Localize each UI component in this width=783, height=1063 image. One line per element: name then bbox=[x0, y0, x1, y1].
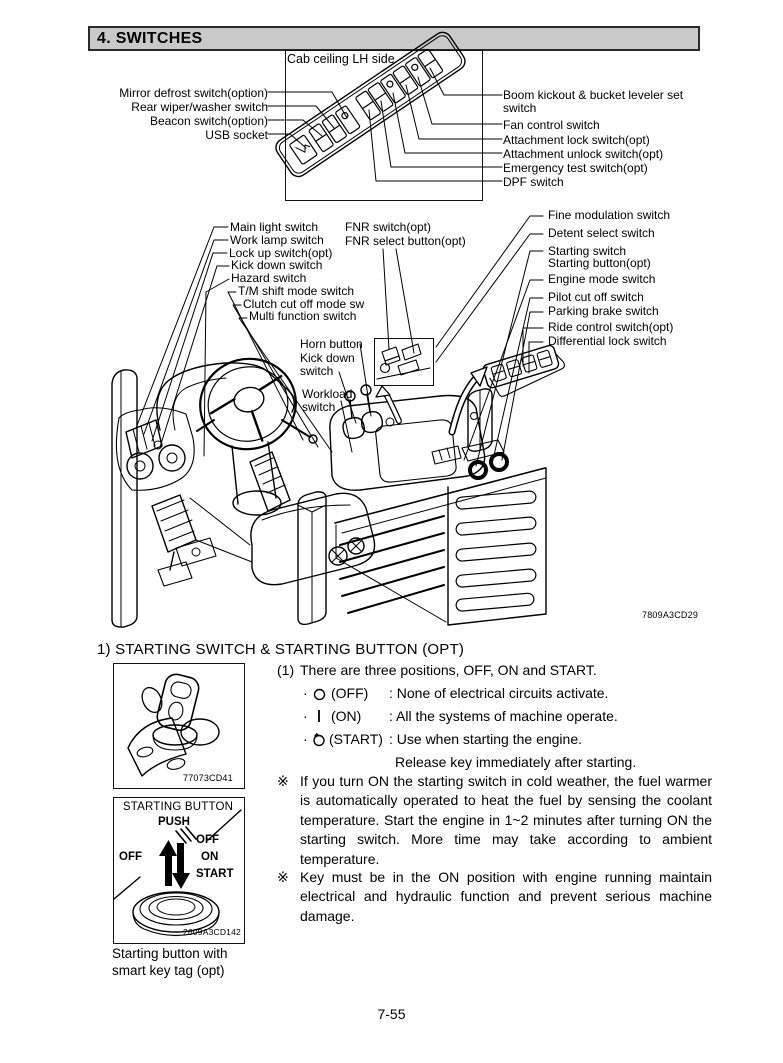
on-label: ON bbox=[201, 851, 219, 863]
label-rear-wiper-washer-switch: Rear wiper/washer switch bbox=[131, 100, 268, 114]
label-usb-socket: USB socket bbox=[205, 128, 268, 142]
off-left-label: OFF bbox=[119, 851, 142, 863]
push-label: PUSH bbox=[158, 816, 190, 828]
button-figure-caption: Starting button with smart key tag (opt) bbox=[112, 946, 228, 978]
label-fnr-select-button: FNR select button(opt) bbox=[345, 234, 466, 248]
label-dpf-switch: DPF switch bbox=[503, 175, 564, 189]
off-position-icon bbox=[313, 688, 326, 701]
label-beacon-switch: Beacon switch(option) bbox=[149, 114, 268, 128]
label-starting-switch: Starting switch bbox=[548, 244, 627, 258]
right-post-art bbox=[462, 389, 504, 461]
label-attachment-unlock-switch: Attachment unlock switch(opt) bbox=[503, 147, 664, 161]
start-label-bullet: (START) bbox=[329, 731, 383, 747]
on-position-icon bbox=[317, 709, 321, 723]
steering-wheel-art bbox=[191, 349, 317, 515]
off-right-label: OFF bbox=[196, 834, 219, 846]
label-fan-control-switch: Fan control switch bbox=[503, 118, 600, 132]
start-position-icon bbox=[311, 732, 326, 747]
page-number: 7-55 bbox=[377, 1006, 406, 1022]
label-tm-shift-mode-switch: T/M shift mode switch bbox=[238, 284, 355, 298]
bullet-dot-3: · bbox=[303, 731, 308, 747]
fnr-inset-box bbox=[374, 338, 434, 386]
label-lock-up-switch: Lock up switch(opt) bbox=[229, 246, 333, 260]
label-kick-down-switch-center: Kick down switch bbox=[300, 351, 355, 379]
label-workload-switch: Workload switch bbox=[302, 387, 353, 415]
center-post-art bbox=[298, 492, 326, 625]
dash-console-art bbox=[116, 363, 294, 566]
pedals-art bbox=[152, 452, 290, 586]
note2-text: Key must be in the ON position with engine running maintain electrical and hydraulic function and prevent serious machine damage. bbox=[300, 869, 712, 924]
label-engine-mode-switch: Engine mode switch bbox=[548, 272, 656, 286]
label-clutch-cut-off-mode-sw: Clutch cut off mode sw bbox=[243, 297, 365, 311]
bullet-dot-1: · bbox=[303, 685, 308, 701]
subsection-heading: 1) STARTING SWITCH & STARTING BUTTON (OPT) bbox=[97, 641, 465, 658]
section-header-bar bbox=[88, 26, 700, 51]
label-horn-button: Horn button bbox=[300, 337, 363, 351]
cab-ceiling-title: Cab ceiling LH side bbox=[287, 52, 395, 66]
release-note: Release key immediately after starting. bbox=[395, 754, 637, 770]
left-post-art bbox=[112, 370, 137, 627]
cab-ceiling-box bbox=[285, 50, 483, 201]
item1-text: There are three positions, OFF, ON and START. bbox=[300, 662, 597, 678]
label-starting-button: Starting button(opt) bbox=[548, 256, 651, 270]
arrow-to-inset bbox=[376, 386, 399, 421]
engine-deck-art bbox=[335, 468, 546, 625]
label-kick-down-switch: Kick down switch bbox=[231, 258, 323, 272]
button-figure-code: 2609A3CD142 bbox=[183, 927, 241, 937]
bullet-dot-2: · bbox=[303, 708, 308, 724]
note1-text: If you turn ON the starting switch in cold weather, the fuel warmer is automatically operated to heat the fuel by sensing the coolant temperature. Start the engine in 1~2 minutes after turning ON the starting switch. More time may take according to ambient temperature. bbox=[300, 773, 712, 867]
on-desc: : All the systems of machine operate. bbox=[389, 708, 618, 724]
starting-switch-figure-box bbox=[113, 663, 245, 789]
start-label: START bbox=[196, 868, 234, 880]
floating-cluster-art bbox=[482, 343, 568, 400]
label-fine-modulation-switch: Fine modulation switch bbox=[548, 208, 671, 222]
start-desc: : Use when starting the engine. bbox=[389, 731, 583, 747]
page-title: 4. SWITCHES bbox=[97, 29, 203, 47]
label-mirror-defrost-switch: Mirror defrost switch(option) bbox=[119, 86, 268, 100]
label-emergency-test-switch: Emergency test switch(opt) bbox=[503, 161, 648, 175]
starting-button-figure-title: STARTING BUTTON bbox=[122, 801, 234, 813]
on-label: (ON) bbox=[331, 708, 362, 724]
label-attachment-lock-switch: Attachment lock switch(opt) bbox=[503, 133, 650, 147]
label-pilot-cut-off-switch: Pilot cut off switch bbox=[548, 290, 644, 304]
seat-base-art bbox=[190, 493, 375, 584]
label-main-light-switch: Main light switch bbox=[230, 220, 319, 234]
diagram-figure-code: 7809A3CD29 bbox=[642, 610, 699, 620]
label-differential-lock-switch: Differential lock switch bbox=[548, 334, 667, 348]
label-work-lamp-switch: Work lamp switch bbox=[230, 233, 324, 247]
label-detent-select-switch: Detent select switch bbox=[548, 226, 655, 240]
key-figure-code: 77073CD41 bbox=[183, 773, 233, 783]
item1-number: (1) bbox=[277, 662, 295, 678]
off-desc: : None of electrical circuits activate. bbox=[389, 685, 609, 701]
label-parking-brake-switch: Parking brake switch bbox=[548, 304, 659, 318]
label-boom-kickout-switch: Boom kickout & bucket leveler set switch bbox=[503, 88, 684, 116]
label-multi-function-switch: Multi function switch bbox=[249, 309, 357, 323]
note2-marker: ※ bbox=[277, 869, 289, 885]
label-hazard-switch: Hazard switch bbox=[231, 271, 307, 285]
right-leader-lines bbox=[436, 216, 543, 466]
arrow-to-cluster bbox=[452, 367, 487, 432]
note1-marker: ※ bbox=[277, 773, 289, 789]
label-ride-control-switch: Ride control switch(opt) bbox=[548, 320, 674, 334]
label-fnr-switch: FNR switch(opt) bbox=[345, 220, 432, 234]
off-label: (OFF) bbox=[331, 685, 369, 701]
